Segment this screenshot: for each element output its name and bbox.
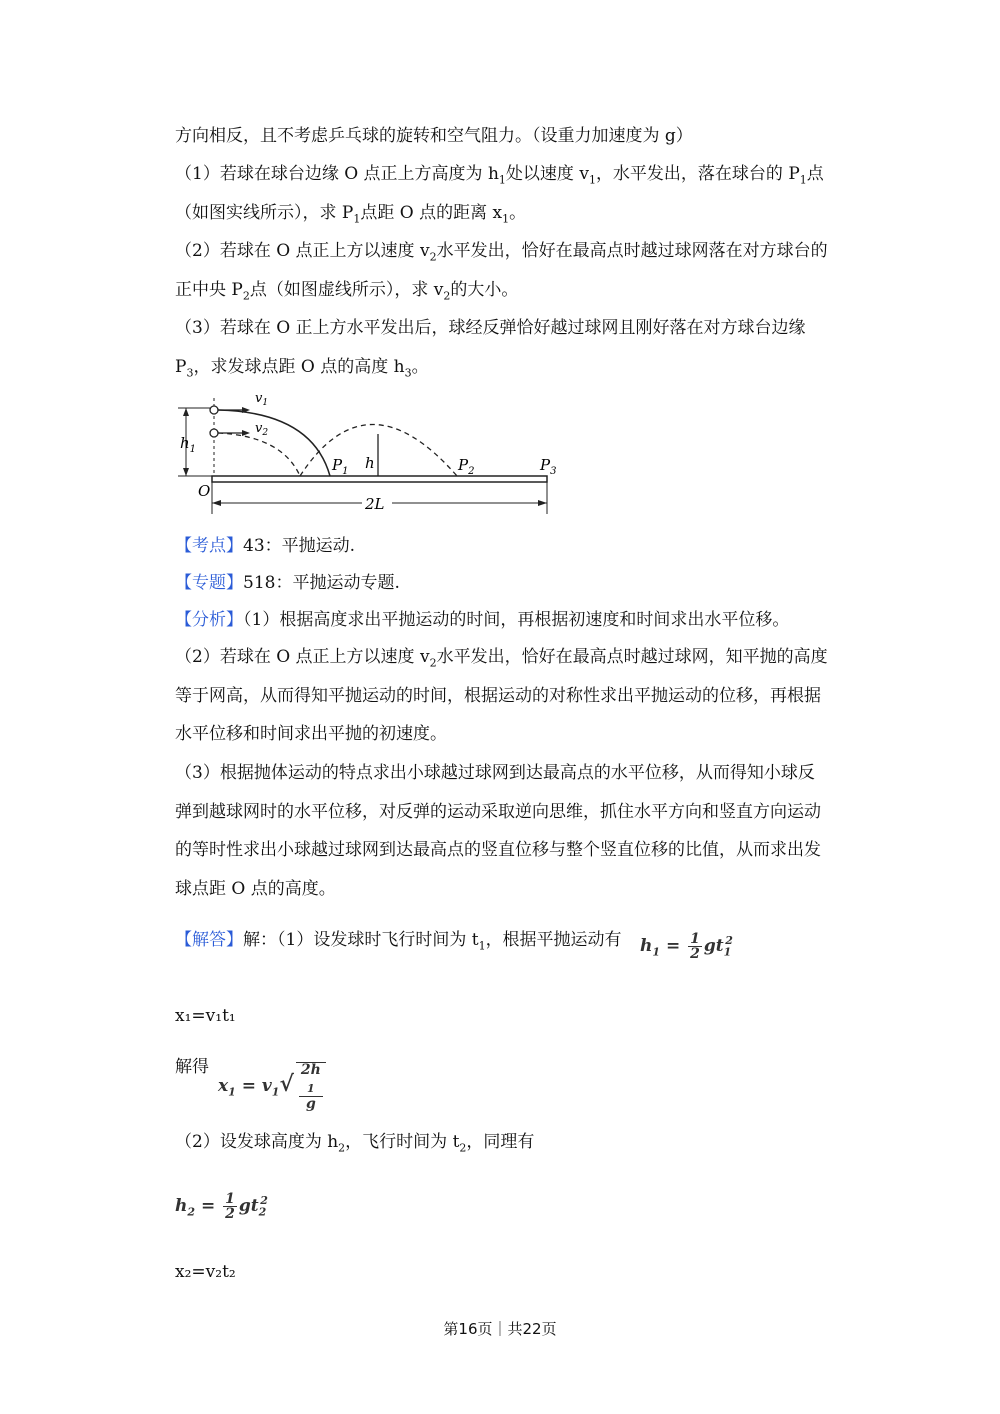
ball-v1 bbox=[210, 406, 218, 414]
formula-h2: $h_2$ = $\frac{1}{2}$ $gt_2^2$ bbox=[175, 1191, 268, 1222]
table-surface bbox=[212, 476, 547, 482]
equation-x2: x₂=v₂t₂ bbox=[175, 1262, 236, 1282]
fenxi-line: 【分析】（1）根据高度求出平抛运动的时间，再根据初速度和时间求出水平位移。 bbox=[175, 610, 790, 630]
trajectory-solid bbox=[218, 410, 330, 476]
label-P1: $P_1$ bbox=[332, 456, 349, 477]
problem-intro: 方向相反，且不考虑乒乓球的旋转和空气阻力。（设重力加速度为 g） bbox=[175, 126, 693, 146]
equation-x1: x₁=v₁t₁ bbox=[175, 1006, 236, 1026]
label-P3: $P_3$ bbox=[540, 456, 557, 477]
label-2L: 2L bbox=[365, 495, 385, 513]
label-v1: $v_1$ bbox=[255, 391, 269, 408]
question-1-line-1: （1）若球在球台边缘 O 点正上方高度为 $h_1$处以速度 $v_1$，水平发出，落在球台的 $P_1$点 bbox=[175, 164, 824, 187]
solution-line-2: （2）设发球高度为 $h_2$，飞行时间为 $t_2$，同理有 bbox=[175, 1132, 535, 1155]
solution-line-1: 【解答】解：（1）设发球时飞行时间为 $t_1$，根据平抛运动有 bbox=[175, 930, 622, 953]
label-P2: $P_2$ bbox=[458, 456, 475, 477]
kaodian-line: 【考点】43：平抛运动. bbox=[175, 536, 356, 556]
zhuanti-line: 【专题】518：平抛运动专题. bbox=[175, 573, 400, 593]
label-h: h bbox=[365, 454, 375, 472]
analysis-2-line-3: 水平位移和时间求出平抛的初速度。 bbox=[175, 724, 447, 744]
formula-x1: $x_1 = v_1√$ 2h $_1$ g bbox=[218, 1062, 328, 1111]
analysis-2-line-1: （2）若球在 O 点正上方以速度 $v_2$水平发出，恰好在最高点时越过球网，知平抛的高度 bbox=[175, 647, 828, 670]
trajectory-dashed bbox=[218, 433, 300, 476]
analysis-2-line-2: 等于网高，从而得知平抛运动的时间，根据运动的对称性求出平抛运动的位移，再根据 bbox=[175, 686, 821, 706]
analysis-3-line-1: （3）根据抛体运动的特点求出小球越过球网到达最高点的水平位移，从而得知小球反 bbox=[175, 763, 815, 783]
question-1-line-2: （如图实线所示），求 $P_1$点距 O 点的距离 $x_1$。 bbox=[175, 203, 527, 226]
analysis-3-line-2: 弹到越球网时的水平位移，对反弹的运动采取逆向思维，抓住水平方向和竖直方向运动 bbox=[175, 802, 821, 822]
label-v2: $v_2$ bbox=[255, 421, 269, 438]
projectile-diagram bbox=[172, 388, 557, 518]
label-h1: $h_1$ bbox=[180, 434, 197, 455]
question-3-line-1: （3）若球在 O 正上方水平发出后，球经反弹恰好越过球网且刚好落在对方球台边缘 bbox=[175, 318, 806, 338]
ball-v2 bbox=[210, 429, 218, 437]
label-O: O bbox=[198, 482, 211, 500]
formula-h1: $h_1$ = $\frac{1}{2}$ $gt_1^2$ bbox=[640, 931, 733, 962]
page-footer: 第16页｜共22页 bbox=[443, 1320, 557, 1338]
question-2-line-2: 正中央 $P_2$点（如图虚线所示），求 $v_2$的大小。 bbox=[175, 280, 519, 303]
analysis-3-line-4: 球点距 O 点的高度。 bbox=[175, 879, 336, 899]
analysis-3-line-3: 的等时性求出小球越过球网到达最高点的竖直位移与整个竖直位移的比值，从而求出发 bbox=[175, 840, 821, 860]
jiede-label: 解得 bbox=[175, 1057, 209, 1077]
question-2-line-1: （2）若球在 O 点正上方以速度 $v_2$水平发出，恰好在最高点时越过球网落在对方球台的 bbox=[175, 241, 828, 264]
question-3-line-2: $P_3$，求发球点距 O 点的高度 $h_3$。 bbox=[175, 357, 429, 380]
